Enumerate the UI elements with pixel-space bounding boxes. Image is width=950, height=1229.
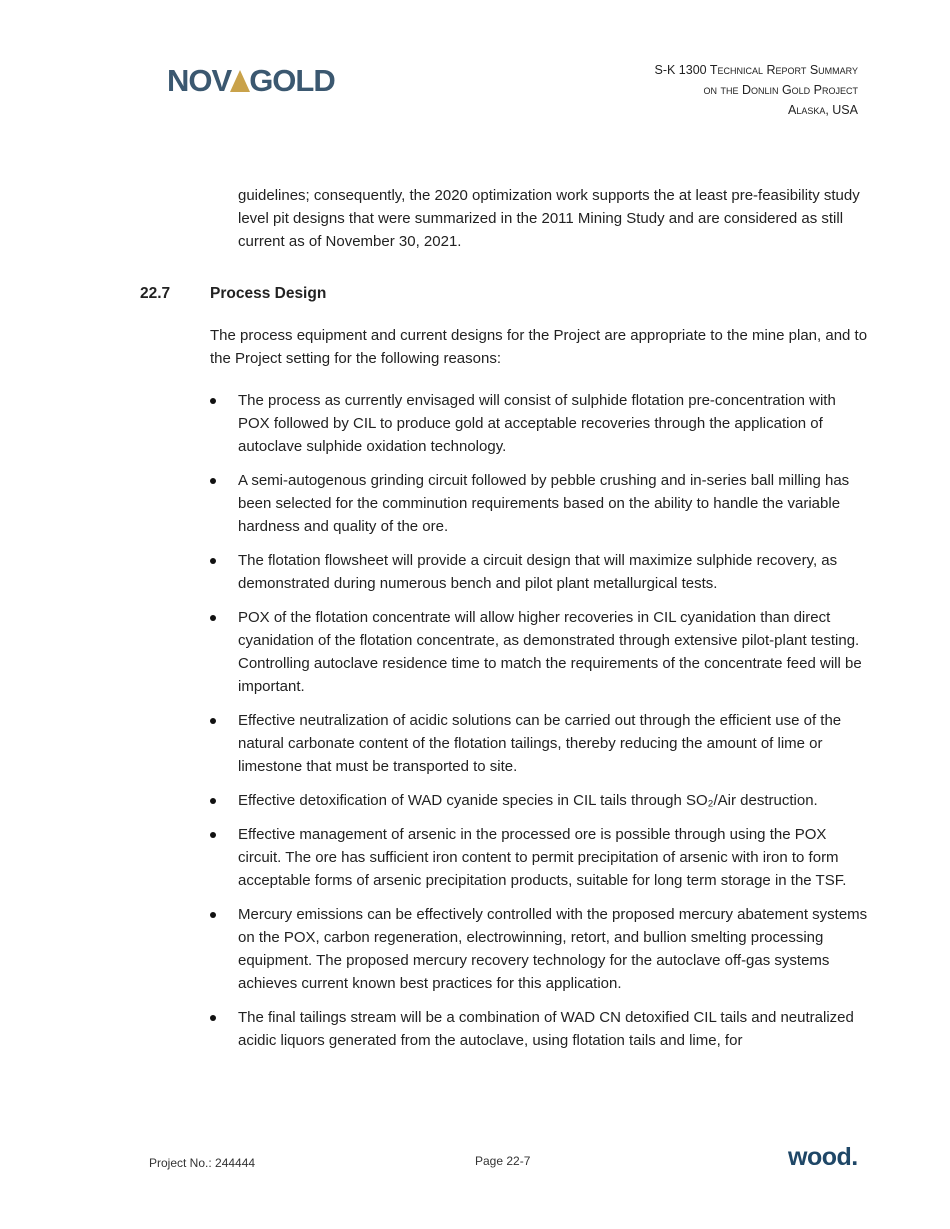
- bullet-icon: [210, 615, 216, 621]
- bullet-icon: [210, 478, 216, 484]
- bullet-list: [238, 389, 870, 1063]
- bullet-icon: [210, 398, 216, 404]
- list-item: [238, 389, 870, 458]
- section-title: Process Design: [210, 285, 327, 302]
- list-item: [238, 606, 870, 698]
- list-item: [238, 1006, 870, 1052]
- bullet-text: Effective detoxification of WAD cyanide species in CIL tails through SO₂/Air destruction.: [238, 792, 818, 809]
- report-header: [655, 60, 859, 120]
- list-item: [238, 823, 870, 892]
- novagold-logo: [167, 62, 335, 100]
- wood-logo: wood.: [788, 1143, 858, 1171]
- bullet-icon: [210, 1015, 216, 1021]
- bullet-text: Effective neutralization of acidic solutions can be carried out through the efficient use of the natural carbonate content of the flotation tailings, thereby reducing the amount of lime or limestone that must be transported to site.: [238, 712, 842, 775]
- section-number: 22.7: [140, 285, 171, 302]
- header-line-2: on the Donlin Gold Project: [703, 83, 858, 97]
- bullet-text: Effective management of arsenic in the processed ore is possible through using the POX circuit. The ore has sufficient iron content to permit precipitation of arsenic with iron to form acceptable forms of arsenic precipitation products, suitable for long term storage in the TSF.: [238, 826, 847, 889]
- bullet-icon: [210, 558, 216, 564]
- logo-text-left: NOV: [167, 63, 232, 98]
- bullet-text: Mercury emissions can be effectively controlled with the proposed mercury abatement systems on the POX, carbon regeneration, electrowinning, retort, and bullion smelting processing equipment. The proposed mercury recovery technology for the autoclave off-gas systems achieves current known best practices for this application.: [238, 906, 868, 992]
- list-item: [238, 789, 870, 812]
- bullet-icon: [210, 912, 216, 918]
- bullet-text: The flotation flowsheet will provide a circuit design that will maximize sulphide recovery, as demonstrated during numerous bench and pilot plant metallurgical tests.: [238, 552, 838, 592]
- list-item: [238, 903, 870, 995]
- header-line-1: S-K 1300 Technical Report Summary: [654, 63, 858, 77]
- bullet-text: A semi-autogenous grinding circuit followed by pebble crushing and in-series ball milling has been selected for the comminution requirements based on the ability to handle the variable hardness and quality of the ore.: [238, 472, 850, 535]
- page-number: Page 22-7: [475, 1154, 531, 1168]
- logo-text-right: GOLD: [249, 63, 335, 98]
- bullet-icon: [210, 718, 216, 724]
- list-item: [238, 709, 870, 778]
- bullet-text: POX of the flotation concentrate will allow higher recoveries in CIL cyanidation than direct cyanidation of the flotation concentrate, as demonstrated through extensive pilot-plant testing. Controlling autoclave residence time to match the requirements of the concentrate feed will be important.: [238, 609, 862, 695]
- intro-paragraph: The process equipment and current designs for the Project are appropriate to the mine plan, and to the Project setting for the following reasons:: [210, 327, 868, 367]
- continuation-paragraph: guidelines; consequently, the 2020 optimization work supports the at least pre-feasibility study level pit designs that were summarized in the 2011 Mining Study and are considered as still current as of November 30, 2021.: [238, 187, 860, 250]
- bullet-text: The final tailings stream will be a combination of WAD CN detoxified CIL tails and neutralized acidic liquors generated from the autoclave, using flotation tails and lime, for: [238, 1009, 854, 1049]
- list-item: [238, 549, 870, 595]
- bullet-icon: [210, 798, 216, 804]
- project-number: Project No.: 244444: [149, 1156, 256, 1170]
- bullet-icon: [210, 832, 216, 838]
- list-item: [238, 469, 870, 538]
- logo-triangle-icon: [230, 70, 250, 92]
- header-line-3: Alaska, USA: [787, 103, 858, 117]
- bullet-text: The process as currently envisaged will consist of sulphide flotation pre-concentration with POX followed by CIL to produce gold at acceptable recoveries through the application of autoclave sulphide oxidation technology.: [238, 392, 836, 455]
